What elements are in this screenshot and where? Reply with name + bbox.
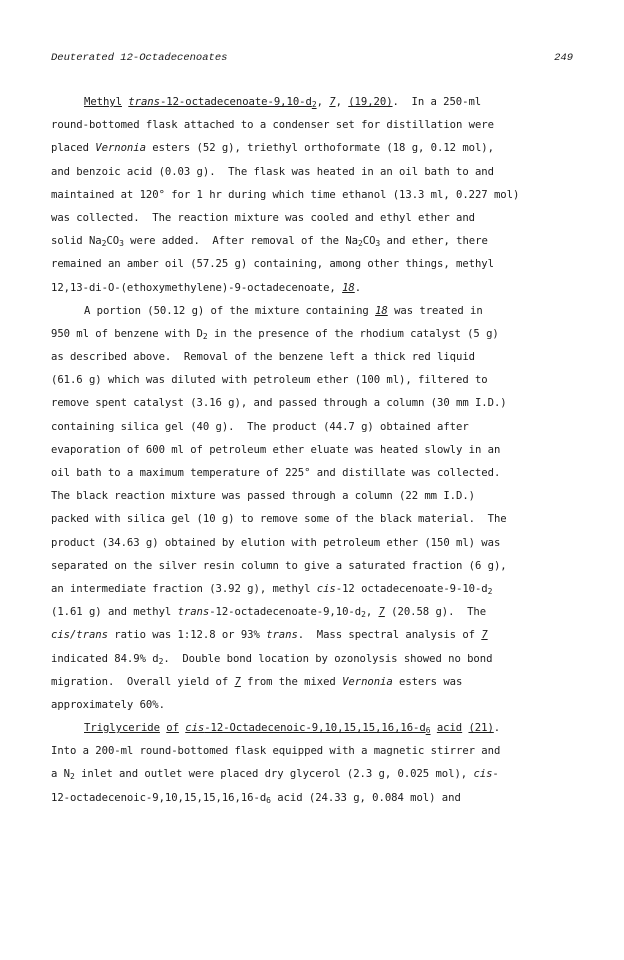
text-span: 12-octadecenoic-9,10,15,15,16,16-d bbox=[51, 791, 267, 804]
text-line: oil bath to a maximum temperature of 225° and distillate was collected. bbox=[51, 467, 501, 479]
italic-term: Vernonia bbox=[95, 142, 146, 155]
paragraph-3-heading bbox=[51, 717, 581, 740]
heading-reference: (19,20) bbox=[348, 96, 393, 108]
heading-triglyceride: Triglyceride bbox=[84, 722, 160, 735]
text-span: . bbox=[354, 281, 362, 294]
text-line: and benzoic acid (0.03 g). The flask was heated in an oil bath to and bbox=[51, 165, 494, 178]
compound-number: 18 bbox=[342, 281, 355, 294]
heading-compound-number: 7 bbox=[329, 96, 336, 108]
text-line bbox=[51, 277, 581, 300]
compound-number: 7 bbox=[378, 606, 385, 619]
text-line: approximately 60%. bbox=[51, 698, 165, 711]
text-line: product (34.63 g) obtained by elution with petroleum ether (150 ml) was bbox=[51, 536, 501, 549]
subscript: 2 bbox=[361, 610, 366, 620]
page-header bbox=[51, 52, 573, 68]
compound-number: 18 bbox=[375, 304, 388, 317]
italic-term: cis bbox=[316, 582, 336, 595]
heading-period: . bbox=[493, 722, 501, 735]
text-line bbox=[51, 601, 581, 624]
text-span: a N bbox=[51, 768, 70, 781]
text-line: packed with silica gel (10 g) to remove some of the black material. The bbox=[51, 513, 507, 526]
heading-subscript: 6 bbox=[425, 726, 431, 736]
text-span: (1.61 g) and methyl bbox=[51, 606, 178, 619]
text-line: maintained at 120° for 1 hr during which time ethanol (13.3 ml, 0.227 mol) bbox=[51, 188, 520, 201]
italic-term: trans bbox=[266, 629, 298, 642]
text-span: 12,13-di-O-(ethoxymethylene)-9-octadecenoate, bbox=[51, 281, 343, 294]
page-body bbox=[51, 91, 581, 810]
text-span: , bbox=[365, 606, 379, 619]
text-line bbox=[51, 624, 581, 647]
text-span: indicated 84.9% d bbox=[51, 652, 159, 665]
heading-trans: trans bbox=[128, 96, 160, 108]
subscript: 2 bbox=[69, 772, 75, 782]
text-line: was collected. The reaction mixture was cooled and ethyl ether and bbox=[51, 211, 475, 224]
subscript: 2 bbox=[101, 239, 107, 249]
text-line bbox=[51, 648, 581, 671]
text-line: (61.6 g) which was diluted with petroleum ether (100 ml), filtered to bbox=[51, 374, 488, 387]
italic-term: cis/trans bbox=[51, 629, 108, 642]
text-span: 950 ml of benzene with D bbox=[51, 327, 203, 340]
text-line bbox=[51, 578, 581, 601]
text-span: -12 octadecenoate-9-10-d bbox=[335, 582, 488, 595]
text-span: esters (52 g), triethyl orthoformate (18 g, 0.12 mol), bbox=[145, 142, 494, 155]
running-head: Deuterated 12-Octadecenoates bbox=[51, 52, 228, 64]
heading-subscript: 2 bbox=[311, 100, 317, 109]
text-line bbox=[51, 230, 581, 253]
text-span: migration. Overall yield of bbox=[51, 675, 235, 688]
text-line: as described above. Removal of the benzene left a thick red liquid bbox=[51, 351, 475, 364]
heading-methyl: Methyl bbox=[84, 96, 122, 108]
text-span: - bbox=[492, 768, 499, 781]
heading-acid: acid bbox=[436, 722, 463, 735]
text-line: The black reaction mixture was passed through a column (22 mm I.D.) bbox=[51, 490, 475, 503]
text-span: esters was bbox=[392, 675, 463, 688]
text-span: and ether, there bbox=[380, 235, 488, 248]
subscript: 3 bbox=[119, 239, 124, 249]
text-line: separated on the silver resin column to give a saturated fraction (6 g), bbox=[51, 559, 507, 572]
text-line bbox=[51, 763, 581, 786]
subscript: 2 bbox=[487, 586, 493, 596]
heading-cis: cis bbox=[185, 722, 205, 735]
paragraph-1-heading bbox=[51, 91, 581, 114]
text-span: ratio was 1:12.8 or 93% bbox=[107, 629, 267, 642]
text-line: containing silica gel (40 g). The product (44.7 g) obtained after bbox=[51, 420, 469, 433]
text-span: CO bbox=[106, 235, 120, 248]
text-span: (20.58 g). The bbox=[384, 606, 487, 619]
text-line bbox=[51, 787, 581, 810]
heading-comma: , bbox=[316, 96, 323, 108]
subscript: 2 bbox=[158, 656, 164, 666]
subscript: 2 bbox=[357, 239, 363, 249]
text-line: round-bottomed flask attached to a condenser set for distillation were bbox=[51, 119, 494, 132]
text-line bbox=[51, 137, 581, 160]
text-line bbox=[51, 323, 581, 346]
text-line: evaporation of 600 ml of petroleum ether eluate was heated slowly in an bbox=[51, 443, 501, 456]
text-line bbox=[51, 671, 581, 694]
text-line: Into a 200-ml round-bottomed flask equipped with a magnetic stirrer and bbox=[51, 745, 501, 758]
text-span: -12-octadecenoate-9,10-d bbox=[209, 606, 362, 619]
text-span: an intermediate fraction (3.92 g), methyl bbox=[51, 582, 317, 595]
text-span: solid Na bbox=[51, 235, 102, 248]
text-span: . Double bond location by ozonolysis showed no bond bbox=[163, 652, 493, 665]
heading-reference: (21) bbox=[468, 722, 494, 735]
text-span: A portion (50.12 g) of the mixture containing bbox=[84, 304, 376, 317]
text-line bbox=[51, 300, 581, 323]
italic-term: cis bbox=[473, 768, 493, 781]
subscript: 2 bbox=[202, 331, 208, 341]
text-span: in the presence of the rhodium catalyst (5 g) bbox=[207, 327, 499, 340]
text-line: remove spent catalyst (3.16 g), and passed through a column (30 mm I.D.) bbox=[51, 397, 507, 410]
text-line: remained an amber oil (57.25 g) containing, among other things, methyl bbox=[51, 258, 494, 271]
text-span: inlet and outlet were placed dry glycerol (2.3 g, 0.025 mol), bbox=[74, 768, 474, 781]
text-span: from the mixed bbox=[240, 675, 343, 688]
italic-term: trans bbox=[177, 606, 210, 619]
text-span: placed bbox=[51, 142, 96, 155]
compound-number: 7 bbox=[234, 675, 241, 688]
compound-number: 7 bbox=[481, 629, 488, 642]
text-span: . Mass spectral analysis of bbox=[297, 629, 482, 642]
text-span: was treated in bbox=[387, 304, 483, 317]
text-span: were added. After removal of the Na bbox=[123, 235, 358, 248]
heading-rest: . In a 250-ml bbox=[392, 96, 482, 108]
heading-compound: -12-octadecenoate-9,10-d bbox=[159, 96, 312, 108]
heading-compound: -12-Octadecenoic-9,10,15,15,16,16-d bbox=[204, 722, 426, 735]
heading-comma-2: , bbox=[335, 96, 342, 108]
subscript: 3 bbox=[375, 239, 381, 249]
text-span: CO bbox=[362, 235, 376, 248]
subscript: 6 bbox=[266, 795, 271, 805]
page-number: 249 bbox=[554, 52, 573, 64]
italic-term: Vernonia bbox=[342, 675, 393, 688]
heading-of: of bbox=[166, 722, 179, 735]
text-span: acid (24.33 g, 0.084 mol) and bbox=[270, 791, 461, 804]
